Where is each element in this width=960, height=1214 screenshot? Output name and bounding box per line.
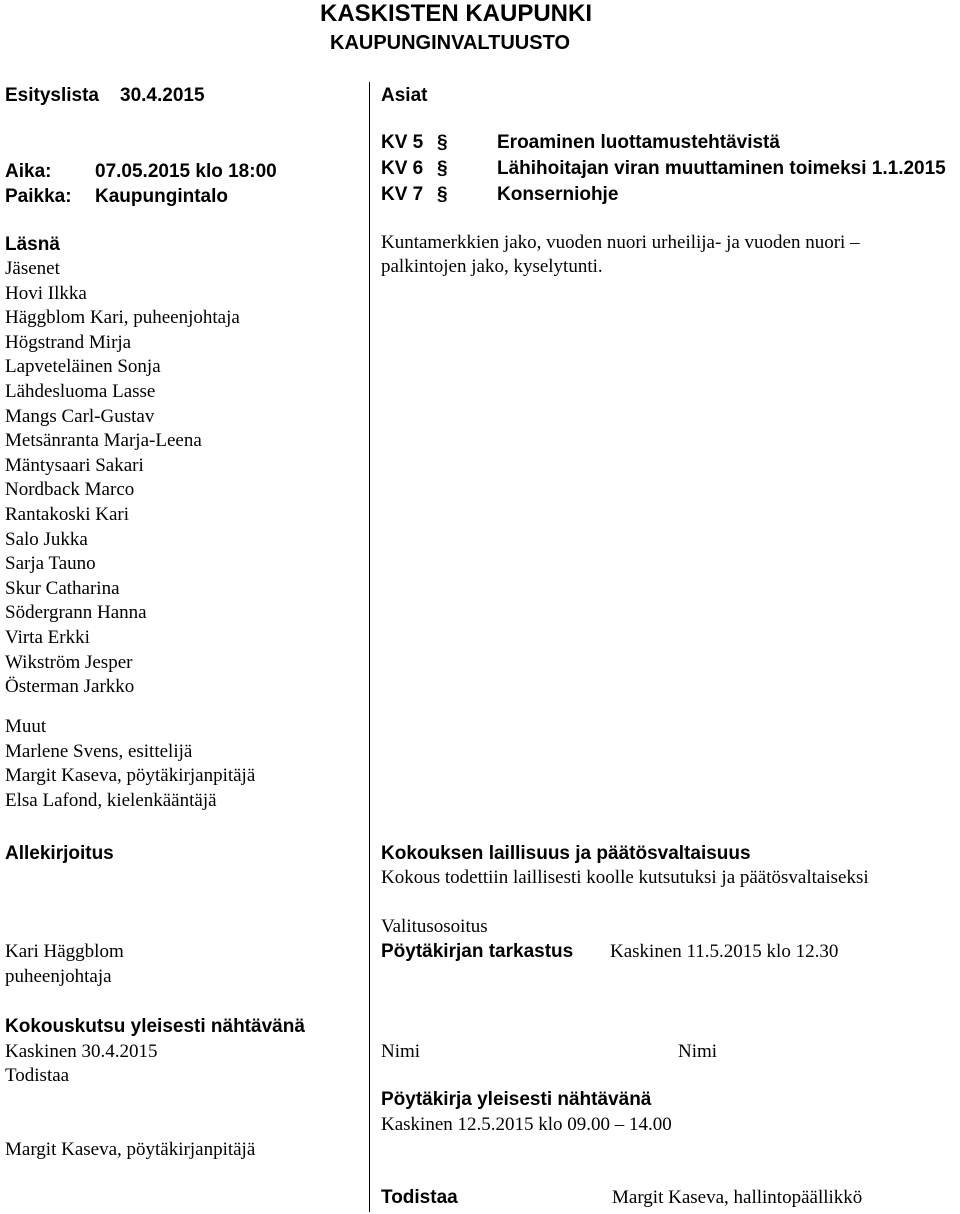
time-value: 07.05.2015 klo 18:00 bbox=[95, 161, 277, 182]
members-list bbox=[5, 257, 240, 700]
review-name-2: Nimi bbox=[678, 1041, 718, 1062]
agenda-item-code: KV 7 bbox=[381, 184, 424, 205]
member-item: Österman Jarkko bbox=[5, 676, 135, 698]
section-mark: § bbox=[437, 132, 448, 153]
agenda-item-title: Lähihoitajan viran muuttaminen toimeksi 1.1.2015 bbox=[497, 158, 946, 179]
legality-heading: Kokouksen laillisuus ja päätösvaltaisuus bbox=[381, 843, 751, 864]
agenda-item-code: KV 5 bbox=[381, 132, 424, 153]
city-title: KASKISTEN KAUPUNKI bbox=[320, 0, 593, 27]
member-item: Virta Erkki bbox=[5, 626, 90, 648]
signature-heading: Allekirjoitus bbox=[5, 843, 114, 864]
signature-role: puheenjohtaja bbox=[5, 966, 112, 987]
place-value: Kaupungintalo bbox=[95, 186, 228, 207]
review-heading: Pöytäkirjan tarkastus bbox=[381, 941, 574, 962]
member-item: Mangs Carl-Gustav bbox=[5, 405, 155, 427]
agenda-list-date: 30.4.2015 bbox=[120, 85, 205, 106]
agenda-item bbox=[381, 157, 946, 181]
agenda-item-title: Konserniohje bbox=[497, 184, 619, 205]
member-item: Wikström Jesper bbox=[5, 651, 133, 673]
member-item: Lapveteläinen Sonja bbox=[5, 356, 161, 378]
public-place-date: Kaskinen 12.5.2015 klo 09.00 – 14.00 bbox=[381, 1114, 672, 1135]
section-mark: § bbox=[437, 184, 448, 205]
council-title: KAUPUNGINVALTUUSTO bbox=[330, 32, 570, 54]
other-item: Margit Kaseva, pöytäkirjanpitäjä bbox=[5, 765, 256, 787]
appeal-label: Valitusosoitus bbox=[381, 916, 488, 937]
place-label: Paikka: bbox=[5, 186, 72, 207]
notice-signer: Margit Kaseva, pöytäkirjanpitäjä bbox=[5, 1139, 256, 1160]
public-signer: Margit Kaseva, hallintopäällikkö bbox=[612, 1187, 863, 1208]
member-item: Metsänranta Marja-Leena bbox=[5, 430, 202, 452]
notice-heading: Kokouskutsu yleisesti nähtävänä bbox=[5, 1016, 305, 1037]
notice-certify: Todistaa bbox=[5, 1065, 70, 1086]
member-item: Rantakoski Kari bbox=[5, 503, 130, 525]
members-heading: Jäsenet bbox=[5, 258, 60, 279]
others-list bbox=[5, 715, 255, 813]
review-place-date: Kaskinen 11.5.2015 klo 12.30 bbox=[610, 941, 839, 962]
member-item: Nordback Marco bbox=[5, 479, 135, 501]
member-item: Lähdesluoma Lasse bbox=[5, 380, 156, 402]
review-name-1: Nimi bbox=[381, 1041, 421, 1062]
member-item: Mäntysaari Sakari bbox=[5, 454, 144, 476]
agenda-item bbox=[381, 183, 618, 207]
signature-name: Kari Häggblom bbox=[5, 941, 124, 962]
other-item: Marlene Svens, esittelijä bbox=[5, 740, 193, 762]
public-certify: Todistaa bbox=[381, 1187, 458, 1208]
present-heading: Läsnä bbox=[5, 234, 60, 255]
legality-text: Kokous todettiin laillisesti koolle kutsutuksi ja päätösvaltaiseksi bbox=[381, 867, 869, 888]
agenda-item bbox=[381, 131, 780, 155]
agenda-heading: Asiat bbox=[381, 85, 428, 106]
member-item: Sarja Tauno bbox=[5, 553, 96, 575]
column-divider bbox=[369, 82, 370, 1212]
member-item: Häggblom Kari, puheenjohtaja bbox=[5, 307, 240, 329]
time-label: Aika: bbox=[5, 161, 52, 182]
member-item: Hovi Ilkka bbox=[5, 282, 87, 304]
other-item: Elsa Lafond, kielenkääntäjä bbox=[5, 789, 217, 811]
public-heading: Pöytäkirja yleisesti nähtävänä bbox=[381, 1089, 652, 1110]
agenda-item-title: Eroaminen luottamustehtävistä bbox=[497, 132, 780, 153]
agenda-list-label: Esityslista bbox=[5, 85, 99, 106]
agenda-extra-line1: Kuntamerkkien jako, vuoden nuori urheilija- ja vuoden nuori – bbox=[381, 232, 860, 253]
others-heading: Muut bbox=[5, 716, 47, 737]
agenda-item-code: KV 6 bbox=[381, 158, 424, 179]
section-mark: § bbox=[437, 158, 448, 179]
member-item: Högstrand Mirja bbox=[5, 331, 132, 353]
notice-place-date: Kaskinen 30.4.2015 bbox=[5, 1041, 158, 1062]
agenda-extra-line2: palkintojen jako, kyselytunti. bbox=[381, 256, 603, 277]
member-item: Salo Jukka bbox=[5, 528, 88, 550]
member-item: Södergrann Hanna bbox=[5, 602, 147, 624]
member-item: Skur Catharina bbox=[5, 577, 120, 599]
